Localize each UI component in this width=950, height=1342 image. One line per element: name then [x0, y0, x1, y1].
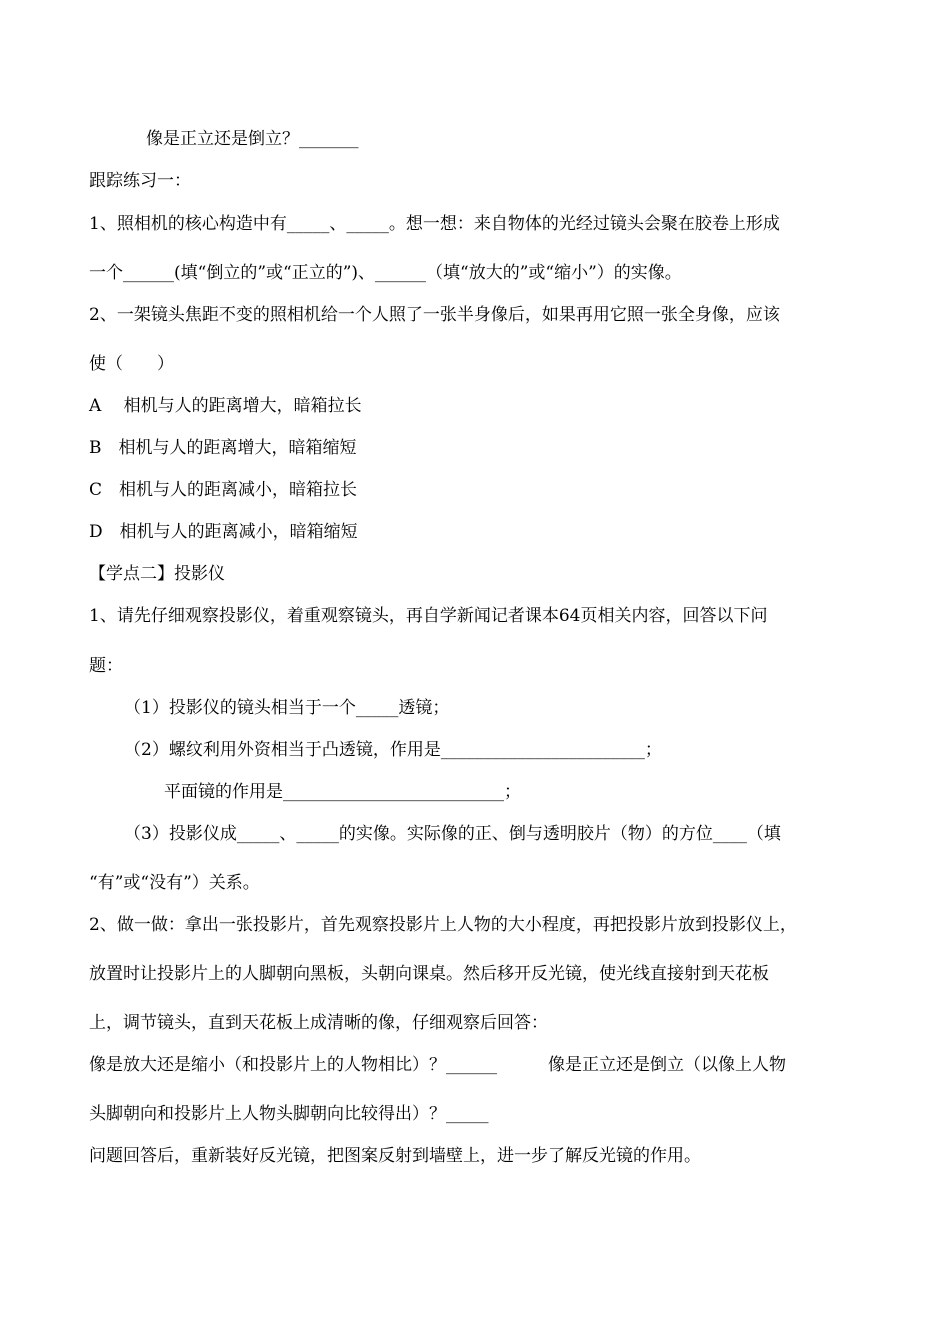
question-line: 2、做一做：拿出一张投影片，首先观察投影片上人物的大小程度，再把投影片放到投影仪上， — [89, 915, 797, 935]
sub-question-line: 平面镜的作用是__________________________； — [164, 782, 521, 802]
option-b: B 相机与人的距离增大，暗箱缩短 — [89, 438, 357, 458]
question-line: 使（ ） — [89, 354, 174, 374]
sub-question-line: （3）投影仪成_____、_____的实像。实际像的正、倒与透明胶片（物）的方位____（填 — [124, 824, 781, 844]
question-line: 1、请先仔细观察投影仪，着重观察镜头，再自学新闻记者课本64页相关内容，回答以下问 — [89, 606, 768, 626]
sub-question-line: （2）螺纹利用外资相当于凸透镜，作用是________________________； — [124, 740, 662, 760]
question-line: 像是正立还是倒立？_______ — [146, 129, 359, 149]
option-c: C 相机与人的距离减小，暗箱拉长 — [89, 480, 358, 500]
sub-question-line: “有”或“没有”）关系。 — [89, 873, 260, 893]
section-heading: 跟踪练习一： — [89, 171, 191, 191]
section-heading: 【学点二】投影仪 — [89, 564, 225, 584]
question-line: 像是放大还是缩小（和投影片上的人物相比）？______ 像是正立还是倒立（以像上人物 — [89, 1055, 786, 1075]
question-line: 一个______(填“倒立的”或“正立的”)、______（填“放大的”或“缩小”）的实像。 — [89, 263, 682, 283]
question-line: 问题回答后，重新装好反光镜，把图案反射到墙壁上，进一步了解反光镜的作用。 — [89, 1146, 701, 1166]
option-a: A 相机与人的距离增大，暗箱拉长 — [89, 396, 362, 416]
question-line: 1、照相机的核心构造中有_____、_____。想一想：来自物体的光经过镜头会聚在胶卷上形成 — [89, 214, 780, 234]
question-line: 上，调节镜头，直到天花板上成清晰的像，仔细观察后回答： — [89, 1013, 548, 1033]
question-line: 放置时让投影片上的人脚朝向黑板，头朝向课桌。然后移开反光镜，使光线直接射到天花板 — [89, 964, 769, 984]
sub-question-line: （1）投影仪的镜头相当于一个_____透镜； — [124, 698, 450, 718]
question-line: 2、一架镜头焦距不变的照相机给一个人照了一张半身像后，如果再用它照一张全身像，应该 — [89, 305, 780, 325]
question-line: 头脚朝向和投影片上人物头脚朝向比较得出）？_____ — [89, 1104, 489, 1124]
option-d: D 相机与人的距离减小，暗箱缩短 — [89, 522, 358, 542]
question-line: 题： — [89, 656, 123, 676]
